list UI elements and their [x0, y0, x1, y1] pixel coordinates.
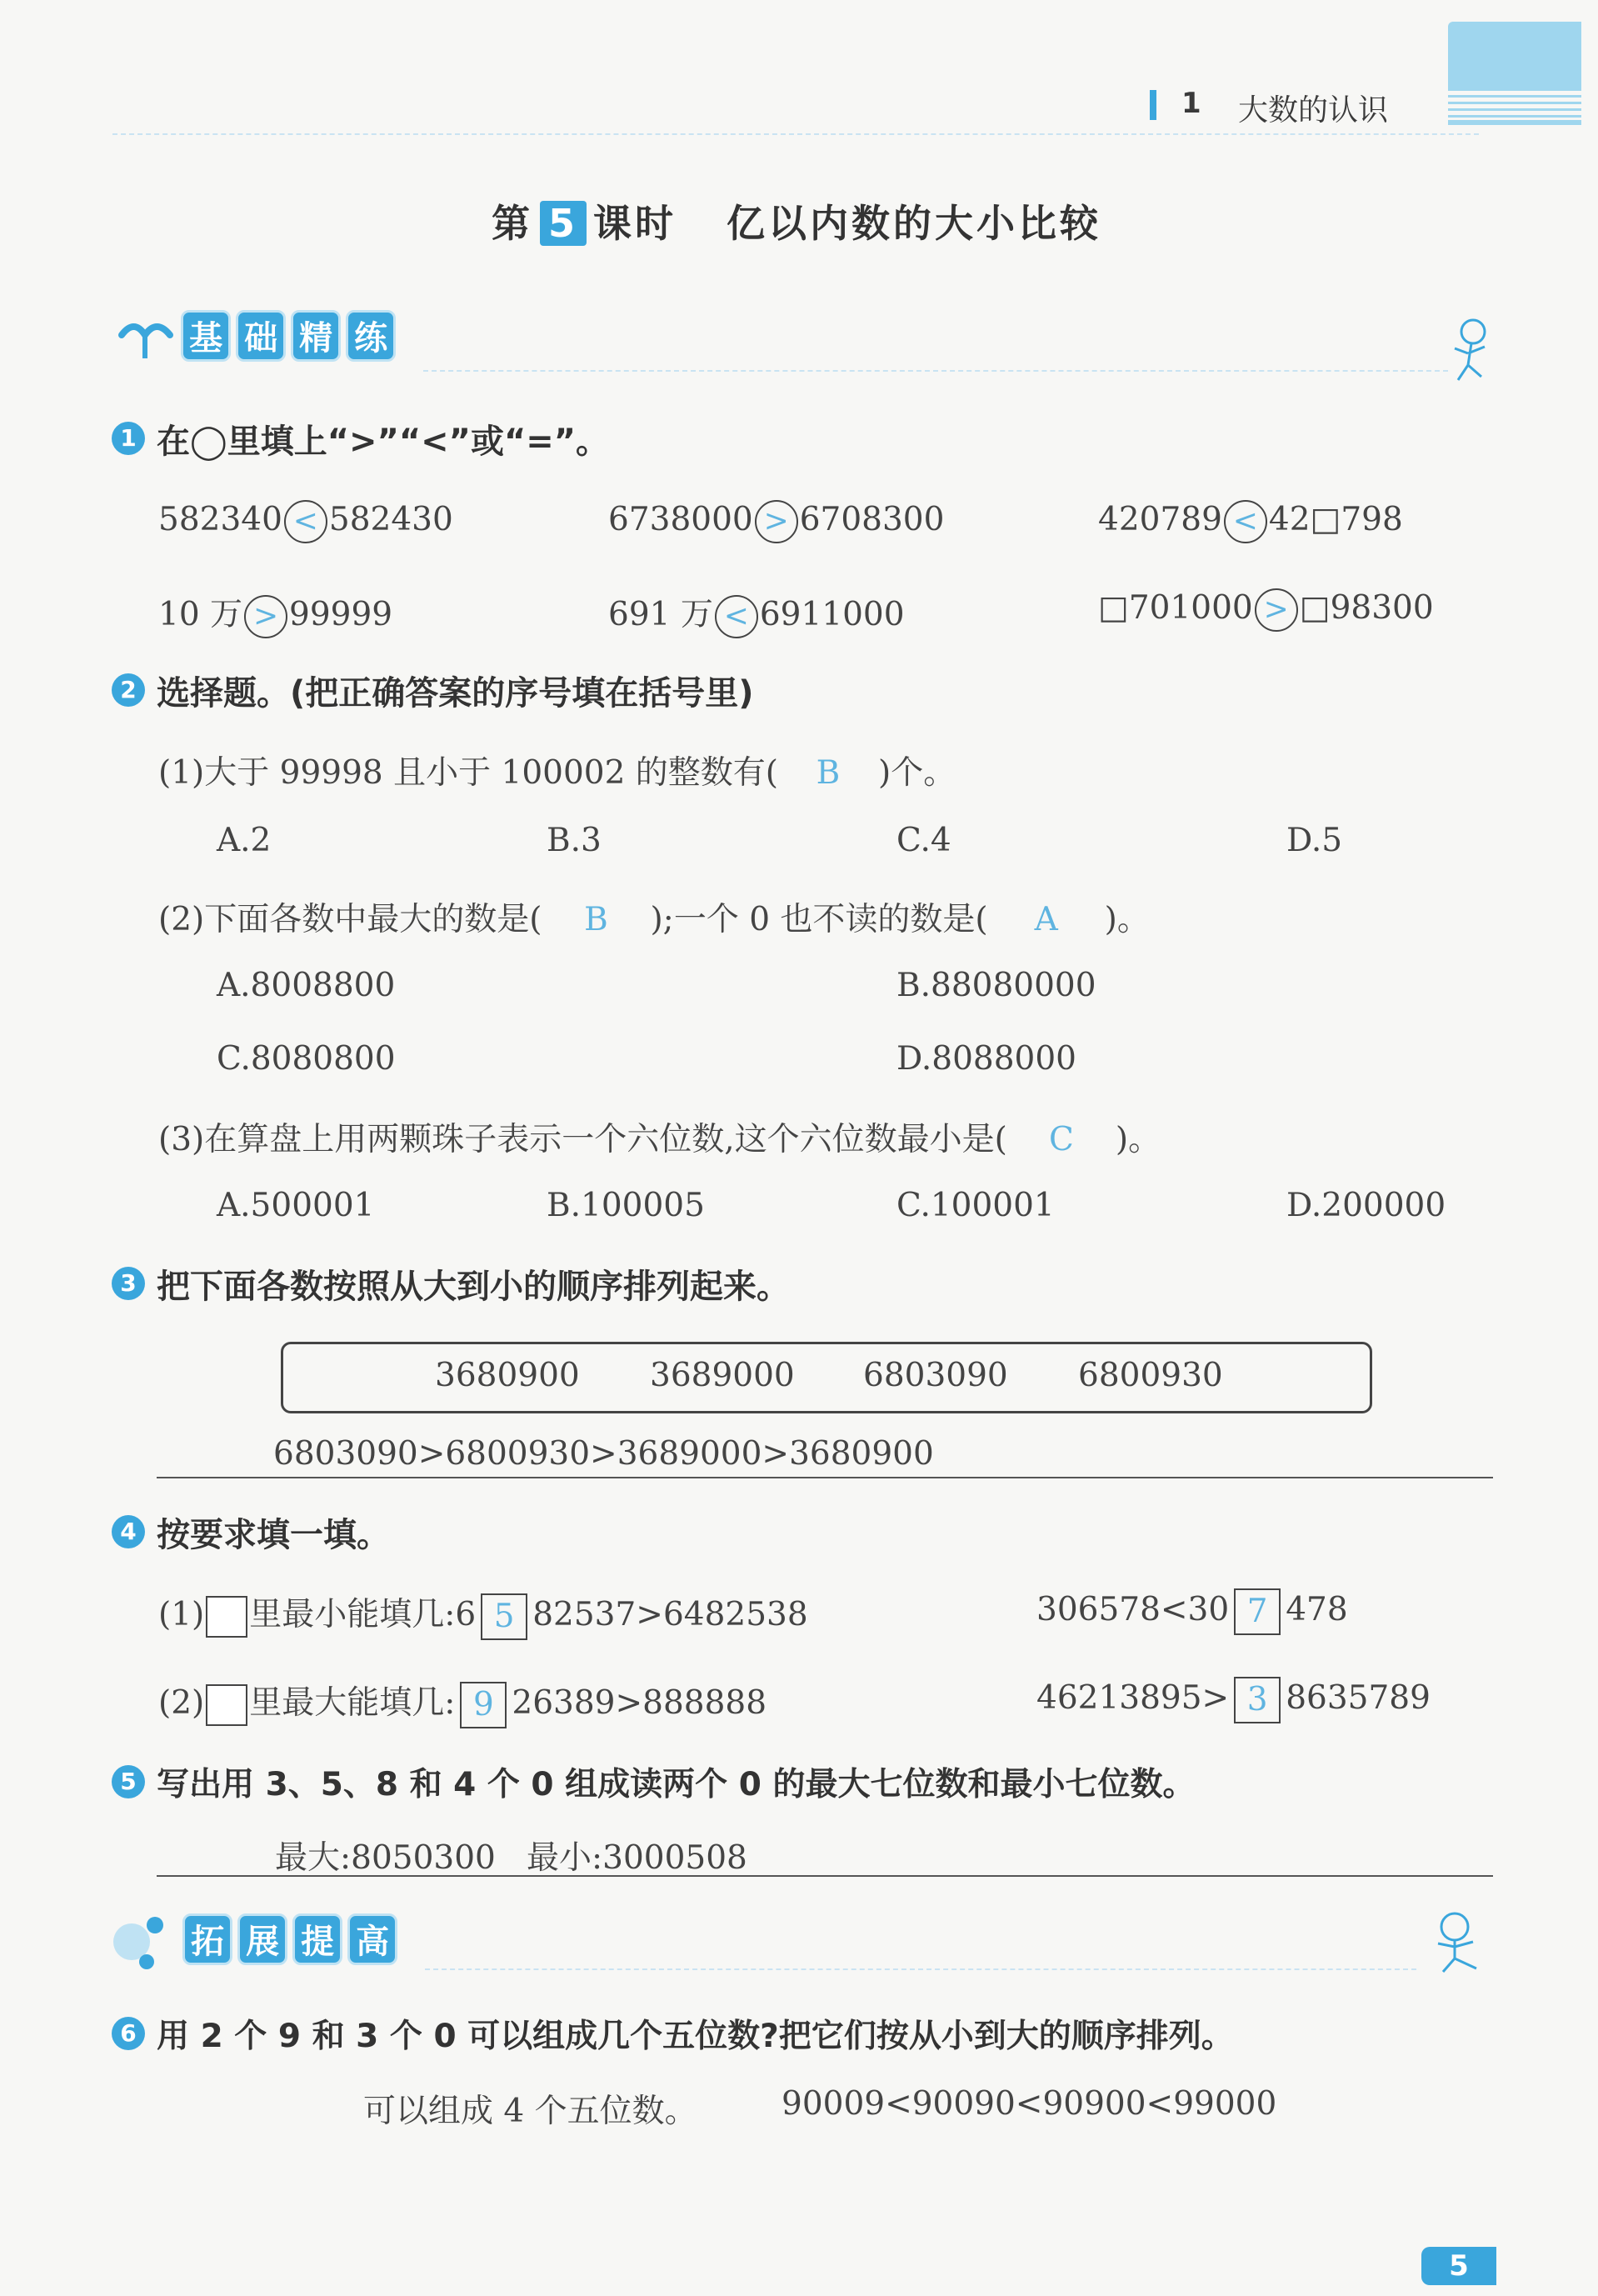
banner-char: 拓 — [182, 1913, 232, 1965]
square-symbol — [206, 1596, 247, 1638]
expr-pre: 6 — [455, 1596, 477, 1633]
header-divider — [112, 133, 1479, 135]
sprout-icon — [113, 310, 177, 360]
lesson-suffix: 课时 — [593, 201, 677, 246]
sub-text: )个。 — [878, 754, 956, 792]
q3-answer[interactable]: 6803090>6800930>3689000>3680900 — [273, 1435, 934, 1473]
option: C.100001 — [896, 1187, 1055, 1224]
expr-post: 478 — [1286, 1591, 1348, 1628]
option: A.8008800 — [217, 967, 396, 1004]
expr-post: 82537>6482538 — [532, 1596, 808, 1633]
q5-text: 写出用 3、5、8 和 4 个 0 组成读两个 0 的最大七位数和最小七位数。 — [157, 1766, 1196, 1803]
banner-char: 础 — [236, 310, 286, 362]
sub-text: 里最小能填几: — [249, 1596, 456, 1633]
q4-sub1-b — [1036, 1588, 1348, 1635]
question-number: 4 — [112, 1515, 145, 1548]
banner-char: 提 — [292, 1913, 342, 1965]
sub-text: );一个 0 也不读的数是( — [650, 901, 988, 938]
answer-line — [157, 1477, 1493, 1478]
answer-circle[interactable]: < — [715, 595, 758, 638]
question-number: 5 — [112, 1765, 145, 1798]
q1-item — [1098, 588, 1434, 632]
section-extend-banner — [108, 1913, 402, 1972]
item-left: 6738000 — [608, 501, 753, 538]
option: B.100005 — [547, 1187, 705, 1224]
item-right: □98300 — [1299, 589, 1434, 627]
question-number: 6 — [112, 2017, 145, 2050]
q1-item — [1098, 500, 1403, 543]
answer-circle[interactable]: > — [1255, 588, 1298, 632]
answer-blank[interactable]: B — [584, 901, 608, 938]
expr-pre: 46213895> — [1036, 1679, 1230, 1717]
q4-sub2 — [158, 1677, 767, 1728]
page-number: 5 — [1421, 2247, 1496, 2285]
option: D.5 — [1286, 822, 1343, 859]
expr-post: 8635789 — [1286, 1679, 1431, 1717]
q2-sub3 — [158, 1113, 1161, 1160]
q2-text: 选择题。(把正确答案的序号填在括号里) — [157, 674, 754, 713]
lesson-prefix: 第 — [492, 201, 533, 246]
number-item: 6803090 — [863, 1357, 1008, 1394]
item-right: 582430 — [328, 501, 453, 538]
answer-circle[interactable]: < — [1224, 500, 1267, 543]
q6-answer-order[interactable]: 90009<90090<90900<99000 — [782, 2085, 1277, 2123]
answer-box[interactable]: 7 — [1234, 1588, 1281, 1635]
q6-answer-count[interactable]: 可以组成 4 个五位数。 — [363, 2093, 697, 2130]
answer-box[interactable]: 5 — [481, 1593, 527, 1640]
kid-icon — [1426, 1908, 1493, 1978]
option: A.2 — [217, 822, 272, 859]
q1-item — [158, 588, 392, 638]
answer-blank[interactable]: C — [1048, 1121, 1074, 1158]
q2-sub1 — [158, 747, 956, 793]
q4-sub1 — [158, 1588, 808, 1640]
q4-sub2-b — [1036, 1677, 1431, 1723]
number-item: 3680900 — [435, 1357, 580, 1394]
answer-blank[interactable]: A — [1034, 901, 1058, 938]
header-bar — [1150, 90, 1156, 120]
sub-label: (1) — [158, 1596, 205, 1633]
lesson-number: 5 — [540, 201, 587, 246]
item-right: 99999 — [289, 596, 393, 633]
expr-post: 26389>888888 — [512, 1684, 767, 1722]
q4-text: 按要求填一填。 — [157, 1516, 390, 1554]
banner-char: 展 — [237, 1913, 287, 1965]
item-right: 6708300 — [799, 501, 945, 538]
expr-pre: 306578<30 — [1036, 1591, 1230, 1628]
answer-circle[interactable]: < — [284, 500, 327, 543]
option: D.200000 — [1286, 1187, 1446, 1224]
answer-circle[interactable]: > — [244, 595, 287, 638]
option: B.88080000 — [896, 967, 1096, 1004]
q3-text: 把下面各数按照从大到小的顺序排列起来。 — [157, 1268, 790, 1306]
banner-char: 精 — [291, 310, 341, 362]
answer-line — [157, 1875, 1493, 1877]
sub-label: (2) — [158, 1684, 205, 1722]
q6-text: 用 2 个 9 和 3 个 0 可以组成几个五位数?把它们按从小到大的顺序排列。 — [157, 2018, 1234, 2055]
item-left: 10 万 — [158, 596, 243, 633]
section-basic-banner — [113, 310, 401, 368]
item-left: 691 万 — [608, 596, 713, 633]
number-item: 3689000 — [650, 1357, 795, 1394]
banner-char: 练 — [346, 310, 396, 362]
question-number: 2 — [112, 673, 145, 707]
section-divider — [425, 1968, 1416, 1970]
sub-text: )。 — [1115, 1121, 1161, 1158]
header-stripes — [1448, 88, 1581, 120]
q1-item — [608, 500, 944, 543]
option: C.8080800 — [217, 1040, 396, 1078]
lesson-title: 亿以内数的大小比较 — [727, 201, 1102, 246]
banner-char: 基 — [181, 310, 231, 362]
sub-text: (3)在算盘上用两颗珠子表示一个六位数,这个六位数最小是( — [158, 1121, 1007, 1158]
question-number: 1 — [112, 422, 145, 455]
q5-answer[interactable]: 最大:8050300 最小:3000508 — [275, 1839, 747, 1877]
q1-item — [158, 500, 453, 543]
item-right: 6911000 — [759, 596, 905, 633]
sub-text: (1)大于 99998 且小于 100002 的整数有( — [158, 754, 778, 792]
q1-text: 在◯里填上“>”“<”或“=”。 — [157, 423, 610, 461]
answer-box[interactable]: 9 — [460, 1682, 507, 1728]
option: A.500001 — [217, 1187, 375, 1224]
sub-text: (2)下面各数中最大的数是( — [158, 901, 542, 938]
item-left: 582340 — [158, 501, 282, 538]
option: D.8088000 — [896, 1040, 1076, 1078]
sub-text: )。 — [1104, 901, 1150, 938]
unit-number: 1 — [1181, 87, 1201, 120]
q2-sub2 — [158, 893, 1150, 940]
option: B.3 — [547, 822, 602, 859]
option: C.4 — [896, 822, 951, 859]
section-divider — [423, 370, 1448, 372]
item-left: □701000 — [1098, 589, 1253, 627]
number-item: 6800930 — [1078, 1357, 1223, 1394]
page-title — [492, 193, 1101, 248]
answer-box[interactable]: 3 — [1234, 1677, 1281, 1723]
square-symbol — [206, 1684, 247, 1726]
item-left: 420789 — [1098, 501, 1222, 538]
answer-circle[interactable]: > — [755, 500, 798, 543]
item-right: 42□798 — [1268, 501, 1403, 538]
answer-blank[interactable]: B — [816, 754, 841, 792]
sub-text: 里最大能填几: — [249, 1684, 456, 1722]
banner-char: 高 — [347, 1913, 397, 1965]
bubbles-icon — [108, 1913, 178, 1968]
unit-title: 大数的认识 — [1238, 93, 1389, 128]
q1-item — [608, 588, 905, 638]
running-kid-icon — [1446, 317, 1496, 387]
question-number: 3 — [112, 1267, 145, 1300]
